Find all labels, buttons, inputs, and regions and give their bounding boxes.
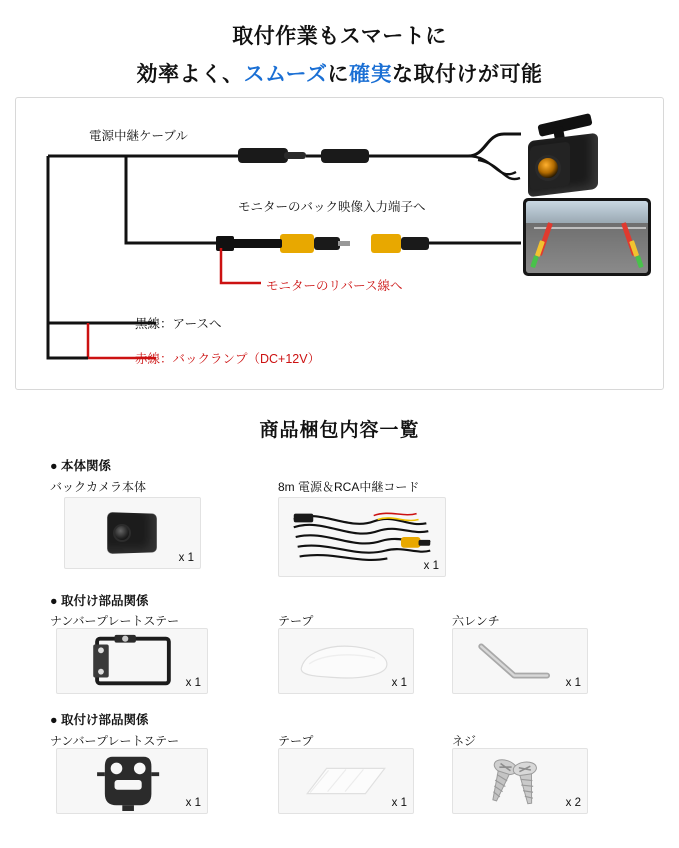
headline-part-c: に: [327, 63, 349, 87]
camera-unit-lens-icon: [113, 524, 131, 542]
package-item-image-2-2: [452, 748, 588, 814]
package-item-label-2-0: ナンバープレートステー: [50, 734, 180, 748]
headline-part-b: スムーズ: [243, 63, 328, 87]
headline-line-1: 取付作業もスマートに: [232, 25, 447, 48]
package-item-image-1-2: [452, 628, 588, 694]
package-item-qty-1-2: x 1: [565, 677, 581, 689]
package-group-heading-0: ● 本体関係: [50, 459, 112, 473]
package-group-heading-1: ● 取付け部品関係: [50, 594, 149, 608]
label-black-wire: 黒線：アースへ: [135, 317, 222, 331]
plate-bracket-b-art: [57, 749, 207, 813]
package-item-qty-2-1: x 1: [391, 797, 407, 809]
package-item-qty-0-0: x 1: [178, 552, 194, 564]
package-item-qty-1-0: x 1: [185, 677, 201, 689]
headline-part-d: 確実: [349, 63, 392, 87]
package-contents-title: 商品梱包内容一覧: [259, 420, 420, 441]
car-monitor-illustration: [523, 198, 651, 276]
label-red-wire: 赤線：バックランプ（DC+12V）: [135, 352, 321, 366]
package-item-image-2-0: [56, 748, 208, 814]
package-item-image-1-0: [56, 628, 208, 694]
rear-camera-illustration: [514, 113, 614, 203]
headline-line-2: [0, 60, 679, 90]
package-item-image-0-0: [64, 497, 201, 569]
label-monitor-rca-input: モニターのバック映像入力端子へ: [238, 200, 426, 214]
package-item-label-0-1: 8m 電源＆RCA中継コード: [278, 480, 420, 494]
package-item-label-1-0: ナンバープレートステー: [50, 614, 180, 628]
headline-part-e: な取付けが可能: [392, 63, 543, 87]
cable-coil-art: [279, 498, 445, 576]
headline-part-a: 効率よく、: [136, 63, 244, 87]
package-item-qty-1-1: x 1: [391, 677, 407, 689]
package-item-qty-2-2: x 2: [565, 797, 581, 809]
package-item-label-0-0: バックカメラ本体: [50, 480, 147, 494]
monitor-screen: [526, 201, 648, 273]
package-item-label-2-2: ネジ: [452, 734, 477, 748]
label-monitor-reverse-line: モニターのリバース線へ: [266, 279, 403, 293]
package-item-label-2-1: テープ: [278, 734, 314, 748]
package-group-heading-2: ● 取付け部品関係: [50, 713, 149, 727]
monitor-sky: [526, 201, 648, 223]
package-item-image-0-1: [278, 497, 446, 577]
page-title: [0, 0, 679, 91]
plate-bracket-a-art: [57, 629, 207, 693]
package-item-image-1-1: [278, 628, 414, 694]
wiring-diagram-panel: [15, 97, 664, 390]
package-item-image-2-1: [278, 748, 414, 814]
package-item-label-1-2: 六レンチ: [452, 614, 500, 628]
label-power-relay-cable: 電源中継ケーブル: [89, 129, 188, 143]
package-item-qty-2-0: x 1: [185, 797, 201, 809]
package-item-qty-0-1: x 1: [423, 560, 439, 572]
package-item-label-1-1: テープ: [278, 614, 314, 628]
camera-lens-icon: [535, 155, 561, 181]
